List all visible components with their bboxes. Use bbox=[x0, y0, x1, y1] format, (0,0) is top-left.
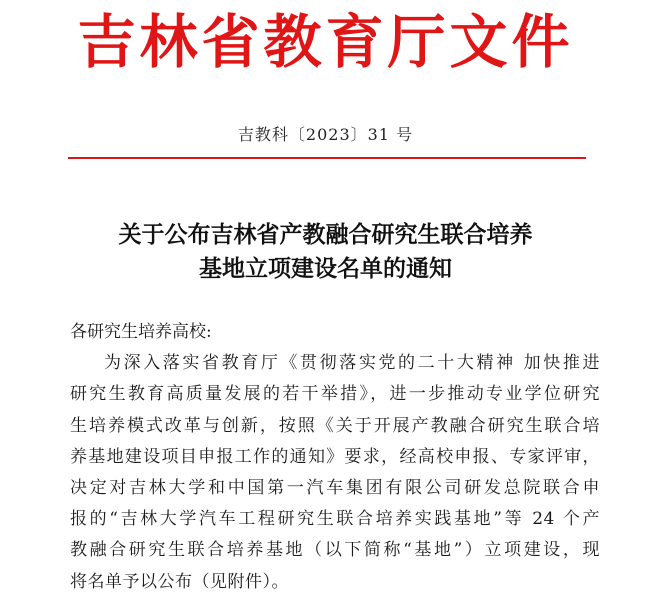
paragraph-line-3: 生培养模式改革与创新，按照《关于开展产教融合研究生联合培 bbox=[70, 415, 600, 436]
notice-title bbox=[0, 218, 651, 286]
document-number: 吉教科〔2023〕31 号 bbox=[237, 125, 414, 144]
notice-title-line-1: 关于公布吉林省产教融合研究生联合培养 bbox=[118, 221, 533, 248]
paragraph-line-5: 决定对吉林大学和中国第一汽车集团有限公司研发总院联合申 bbox=[70, 478, 600, 499]
notice-title-line-2: 基地立项建设名单的通知 bbox=[199, 255, 452, 282]
red-divider-line bbox=[68, 157, 586, 159]
paragraph-line-4: 养基地建设项目申报工作的通知》要求，经高校申报、专家评审， bbox=[70, 446, 600, 467]
paragraph-line-7: 教融合研究生联合培养基地（以下简称“基地”）立项建设，现 bbox=[70, 540, 600, 561]
body-text bbox=[70, 317, 600, 598]
paragraph-line-6: 报的“吉林大学汽车工程研究生联合培养实践基地”等 24 个产 bbox=[70, 509, 600, 530]
issuer-header-title: 吉林省教育厅文件 bbox=[77, 8, 574, 76]
salutation: 各研究生培养高校: bbox=[70, 322, 212, 342]
paragraph-line-8: 将名单予以公布（见附件）。 bbox=[70, 571, 289, 592]
paragraph-line-2: 研究生教育高质量发展的若干举措》，进一步推动专业学位研究 bbox=[70, 384, 600, 405]
paragraph-line-1: 为深入落实省教育厅《贯彻落实党的二十大精神 加快推进 bbox=[104, 353, 600, 374]
